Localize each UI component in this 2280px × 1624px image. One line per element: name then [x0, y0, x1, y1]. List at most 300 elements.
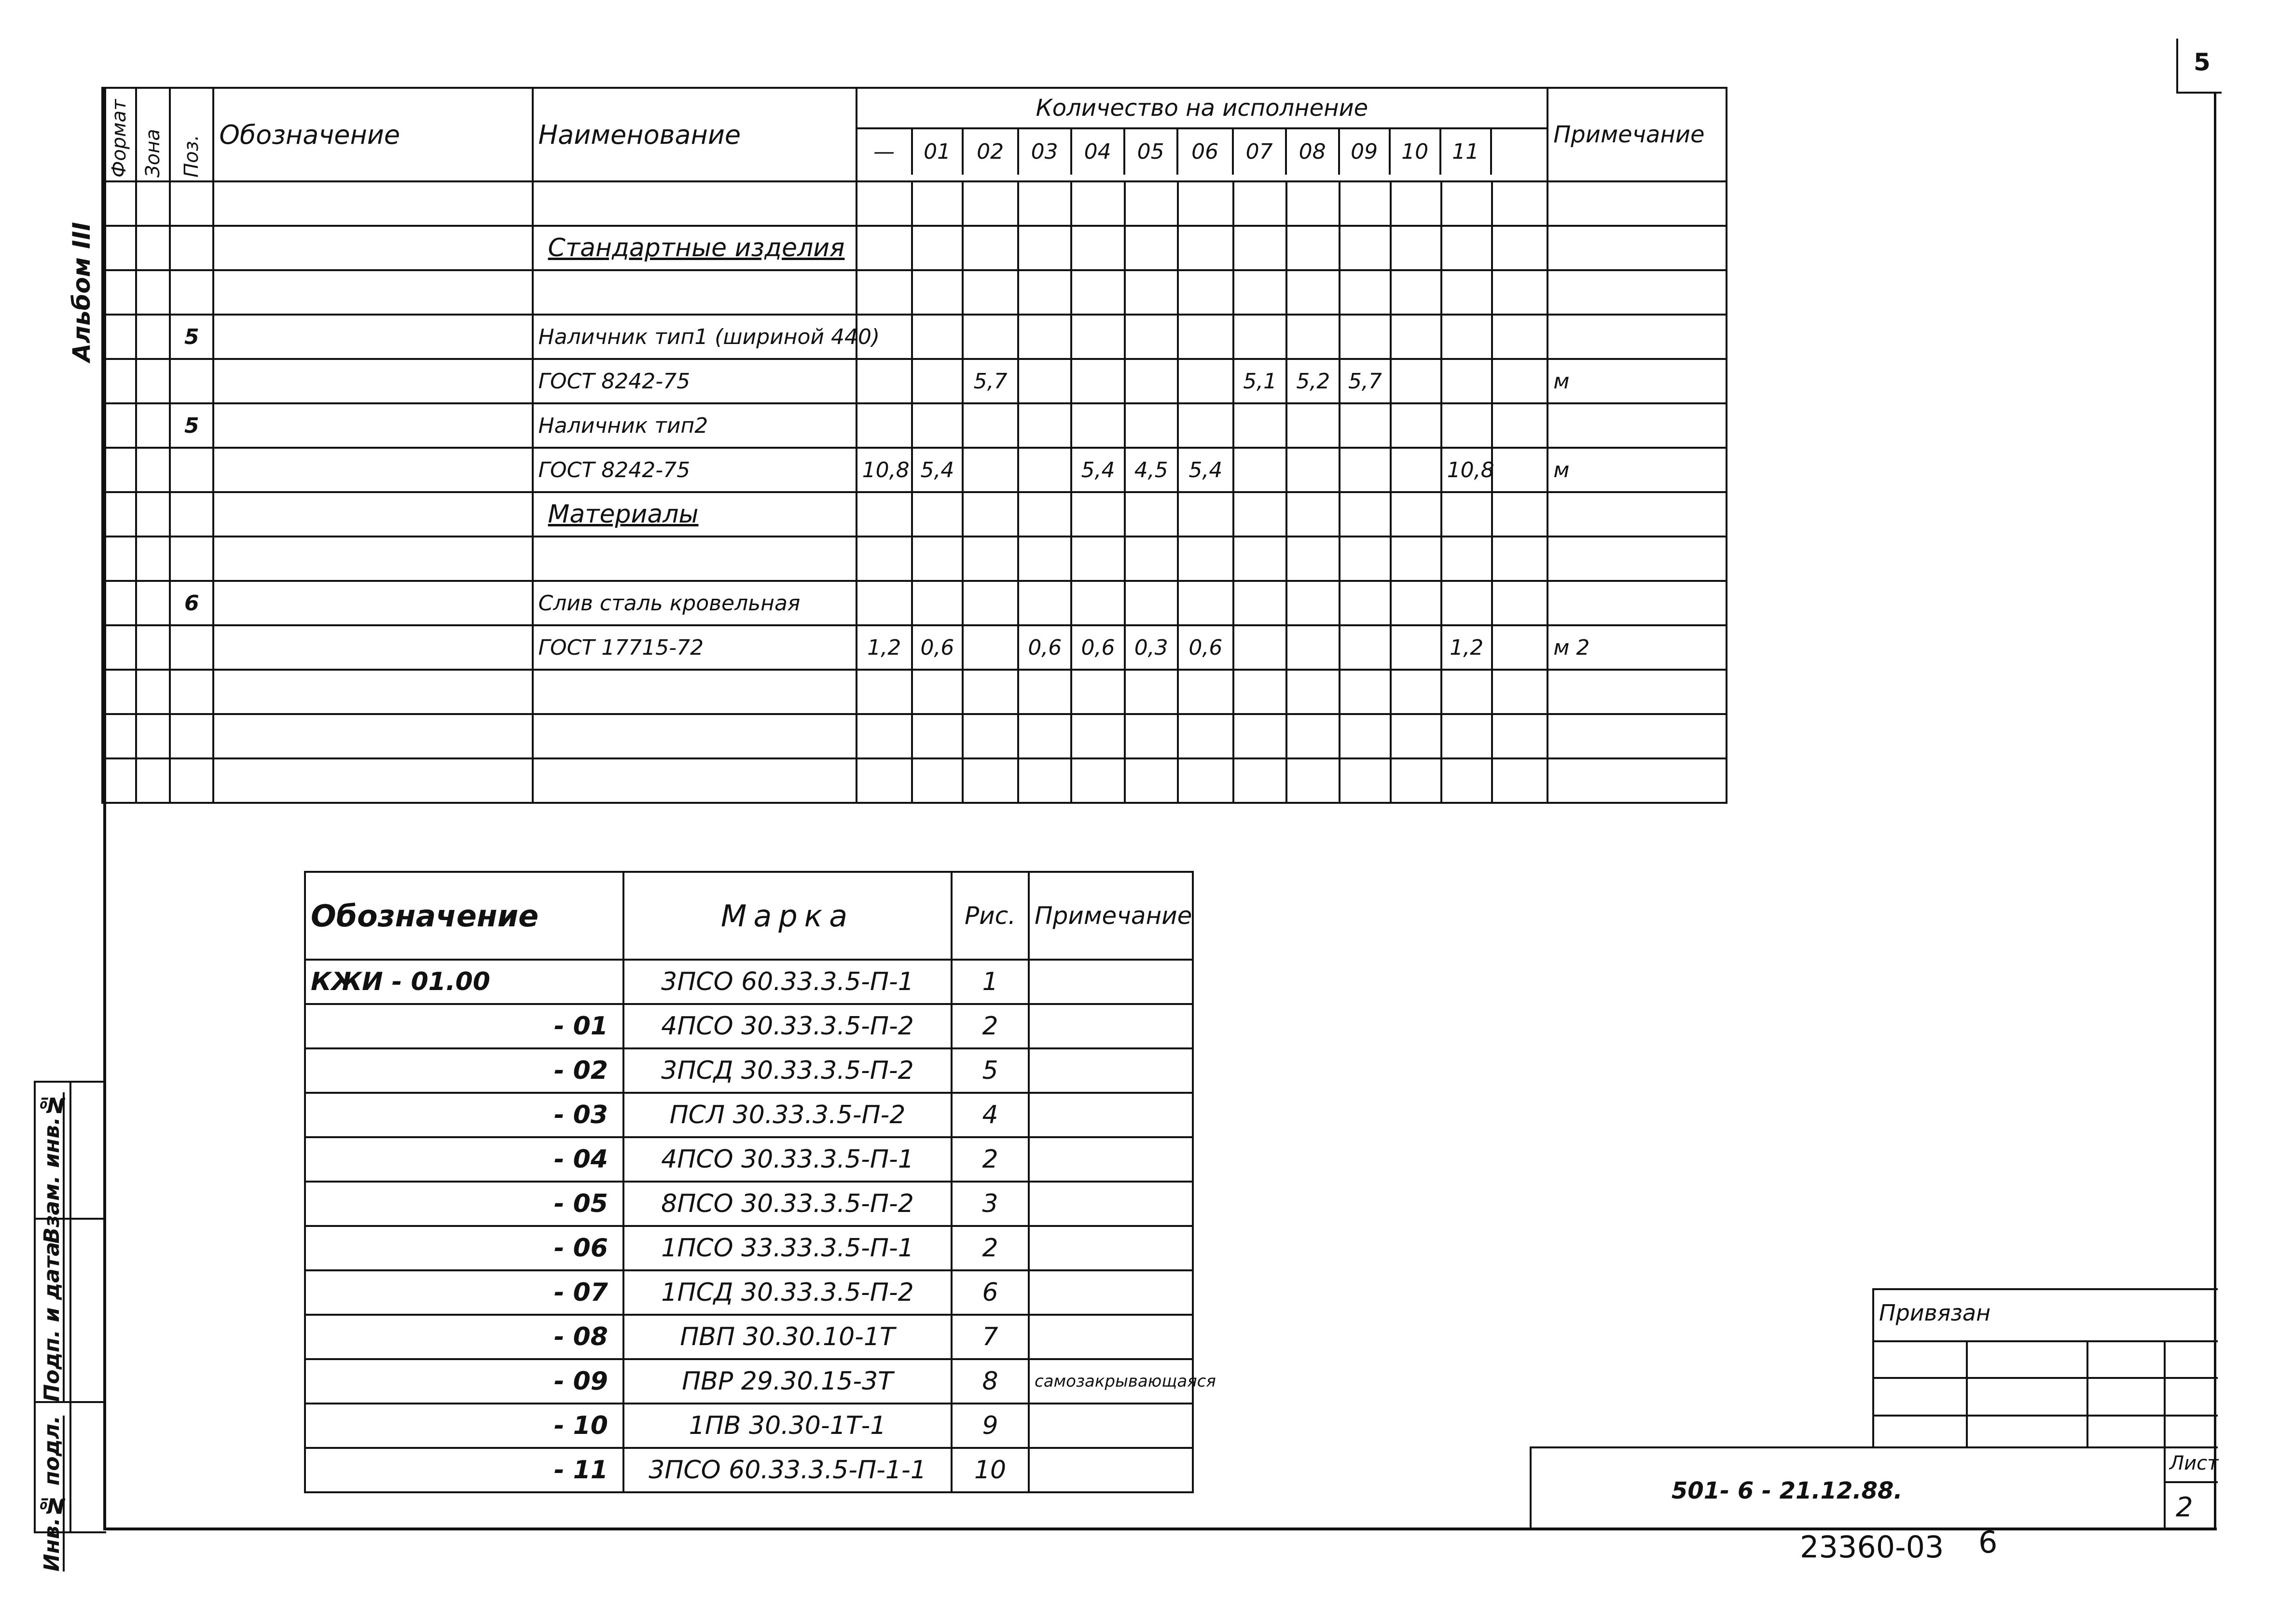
exec-fig-cell: 5	[952, 1048, 1029, 1093]
exec-note-cell	[1029, 1182, 1193, 1226]
exec-mark-cell: 8ПСО 30.33.3.5-П-2	[623, 1182, 952, 1226]
quantity-cell	[1340, 670, 1390, 714]
quantity-cell	[912, 181, 963, 226]
quantity-cell	[1071, 581, 1124, 625]
exec-fig-cell: 2	[952, 1137, 1029, 1182]
quantity-cell	[912, 315, 963, 359]
designation-cell	[213, 270, 532, 315]
quantity-cell	[1178, 581, 1233, 625]
zone-cell	[136, 670, 170, 714]
exec-fig-cell: 6	[952, 1270, 1029, 1315]
quantity-cell: 5,7	[963, 359, 1018, 403]
quantity-cell	[1441, 315, 1492, 359]
pos-cell	[170, 758, 213, 803]
quantity-cell	[1018, 226, 1071, 270]
quantity-cell	[1286, 315, 1340, 359]
quantity-cell	[1441, 492, 1492, 537]
quantity-cell-empty	[1492, 537, 1548, 581]
quantity-cell	[1071, 270, 1124, 315]
quantity-cell	[1391, 714, 1441, 758]
quantity-cell	[1391, 670, 1441, 714]
name-cell: ГОСТ 8242-75	[533, 359, 857, 403]
quantity-cell	[912, 581, 963, 625]
quantity-cell	[1233, 537, 1286, 581]
quantity-cell	[1391, 181, 1441, 226]
quantity-cell	[1071, 359, 1124, 403]
quantity-cell	[1340, 448, 1390, 492]
quantity-cell	[1178, 270, 1233, 315]
quantity-cell-empty	[1492, 181, 1548, 226]
exec-mark-cell: ПВР 29.30.15-3Т	[623, 1359, 952, 1404]
exec-fig-cell: 8	[952, 1359, 1029, 1404]
quantity-cell	[1286, 181, 1340, 226]
exec-note-cell	[1029, 1448, 1193, 1492]
note-cell	[1548, 181, 1727, 226]
archive-number: 23360-03	[1800, 1529, 1944, 1565]
note-cell	[1548, 714, 1727, 758]
quantity-cell	[857, 270, 912, 315]
quantity-cell	[1233, 581, 1286, 625]
zone-cell	[136, 359, 170, 403]
quantity-cell	[1441, 181, 1492, 226]
format-cell	[102, 670, 136, 714]
exec-designation-cell: - 06	[305, 1226, 623, 1270]
quantity-cell-empty	[1492, 315, 1548, 359]
quantity-cell	[912, 492, 963, 537]
spec-row	[102, 270, 1727, 315]
executions-table	[304, 871, 1216, 1493]
spec-row	[102, 670, 1727, 714]
sheet-label: Лист	[2169, 1452, 2219, 1474]
quantity-cell-empty	[1492, 758, 1548, 803]
quantity-cell	[1071, 714, 1124, 758]
col-zone: Зона	[136, 88, 170, 181]
quantity-cell: 0,6	[912, 625, 963, 670]
designation-cell	[213, 181, 532, 226]
quantity-cell: 4,5	[1125, 448, 1178, 492]
exec-row	[305, 1137, 1193, 1182]
format-cell	[102, 492, 136, 537]
quantity-cell	[1178, 403, 1233, 448]
pos-cell	[170, 270, 213, 315]
quantity-cell	[1233, 714, 1286, 758]
quantity-cell: 1,2	[1441, 625, 1492, 670]
name-cell	[533, 670, 857, 714]
title-block-linked	[1872, 1288, 2218, 1448]
exec-row	[305, 1093, 1193, 1137]
exec-designation-cell: - 02	[305, 1048, 623, 1093]
quantity-cell	[1018, 448, 1071, 492]
name-cell: ГОСТ 8242-75	[533, 448, 857, 492]
quantity-cell	[1233, 758, 1286, 803]
quantity-cell	[1441, 758, 1492, 803]
sheet-number: 2	[2176, 1492, 2193, 1523]
spec-row	[102, 315, 1727, 359]
quantity-cell	[1441, 714, 1492, 758]
quantity-cell	[1125, 359, 1178, 403]
variant-header-cell: 08	[1287, 129, 1340, 175]
designation-cell	[213, 581, 532, 625]
spec-row	[102, 714, 1727, 758]
quantity-cell	[963, 315, 1018, 359]
exec-mark-cell: 1ПВ 30.30-1Т-1	[623, 1404, 952, 1448]
exec-designation-cell: - 05	[305, 1182, 623, 1226]
spec-row	[102, 359, 1727, 403]
quantity-cell-empty	[1492, 359, 1548, 403]
quantity-cell: 0,6	[1071, 625, 1124, 670]
quantity-cell	[1125, 537, 1178, 581]
designation-cell	[213, 226, 532, 270]
name-cell	[533, 270, 857, 315]
exec-designation-cell: - 04	[305, 1137, 623, 1182]
exec-fig-cell: 2	[952, 1226, 1029, 1270]
stamp-sign-date: Подп. и дата	[40, 1242, 64, 1402]
exec-mark-cell: 3ПСО 60.33.3.5-П-1-1	[623, 1448, 952, 1492]
quantity-cell	[1233, 226, 1286, 270]
quantity-cell	[1340, 181, 1390, 226]
pos-cell	[170, 226, 213, 270]
note-cell	[1548, 670, 1727, 714]
exec-row	[305, 1270, 1193, 1315]
name-cell: Стандартные изделия	[533, 226, 857, 270]
exec-mark-cell: 3ПСО 60.33.3.5-П-1	[623, 960, 952, 1004]
quantity-cell	[1071, 315, 1124, 359]
quantity-cell	[1018, 670, 1071, 714]
quantity-cell: 10,8	[857, 448, 912, 492]
format-cell	[102, 403, 136, 448]
format-cell	[102, 625, 136, 670]
quantity-cell	[1340, 758, 1390, 803]
pos-cell	[170, 359, 213, 403]
quantity-cell	[1178, 537, 1233, 581]
exec-note-cell	[1029, 1137, 1193, 1182]
pos-cell	[170, 448, 213, 492]
quantity-cell	[963, 226, 1018, 270]
designation-cell	[213, 359, 532, 403]
quantity-cell	[1071, 226, 1124, 270]
quantity-cell	[1125, 670, 1178, 714]
quantity-cell	[1441, 359, 1492, 403]
quantity-cell	[1391, 448, 1441, 492]
col-name: Наименование	[533, 88, 857, 181]
designation-cell	[213, 758, 532, 803]
pos-cell	[170, 625, 213, 670]
quantity-cell	[963, 714, 1018, 758]
quantity-cell	[1233, 625, 1286, 670]
side-stamp	[34, 1081, 106, 1572]
variant-header-cell: 07	[1234, 129, 1287, 175]
format-cell	[102, 181, 136, 226]
quantity-cell	[1178, 181, 1233, 226]
quantity-cell	[1178, 315, 1233, 359]
quantity-cell: 0,6	[1018, 625, 1071, 670]
quantity-cell-empty	[1492, 226, 1548, 270]
note-cell	[1548, 537, 1727, 581]
exec-designation-cell: - 09	[305, 1359, 623, 1404]
quantity-cell	[1441, 270, 1492, 315]
pos-cell: 5	[170, 403, 213, 448]
quantity-cell	[1125, 226, 1178, 270]
exec-row	[305, 1448, 1193, 1492]
pos-cell	[170, 181, 213, 226]
exec-mark-cell: ПСЛ 30.33.3.5-П-2	[623, 1093, 952, 1137]
exec-row	[305, 1182, 1193, 1226]
exec-fig-cell: 4	[952, 1093, 1029, 1137]
quantity-cell	[1391, 537, 1441, 581]
name-cell: ГОСТ 17715-72	[533, 625, 857, 670]
quantity-cell	[1018, 270, 1071, 315]
exec-designation-cell: - 08	[305, 1315, 623, 1359]
quantity-cell	[1233, 181, 1286, 226]
variant-header-cell: 06	[1178, 129, 1234, 175]
pos-cell	[170, 492, 213, 537]
quantity-cell	[1340, 625, 1390, 670]
exec-fig-cell: 2	[952, 1004, 1029, 1048]
quantity-cell: 0,6	[1178, 625, 1233, 670]
note-cell	[1548, 270, 1727, 315]
exec-designation-cell: - 11	[305, 1448, 623, 1492]
note-cell: м	[1548, 448, 1727, 492]
quantity-cell	[1125, 581, 1178, 625]
exec-designation-cell: - 03	[305, 1093, 623, 1137]
quantity-cell	[1286, 403, 1340, 448]
variant-header-cell: 09	[1340, 129, 1391, 175]
spec-row	[102, 625, 1727, 670]
zone-cell	[136, 181, 170, 226]
exec-note-cell	[1029, 1048, 1193, 1093]
quantity-cell	[1233, 492, 1286, 537]
quantity-cell-empty	[1492, 670, 1548, 714]
quantity-cell	[912, 359, 963, 403]
pos-cell: 6	[170, 581, 213, 625]
col-pos: Поз.	[170, 88, 213, 181]
note-cell	[1548, 758, 1727, 803]
quantity-cell	[1391, 226, 1441, 270]
quantity-cell	[963, 448, 1018, 492]
exec-note-cell	[1029, 1226, 1193, 1270]
quantity-cell	[1391, 315, 1441, 359]
variant-header-cell: 04	[1072, 129, 1125, 175]
quantity-cell	[1391, 581, 1441, 625]
quantity-cell-empty	[1492, 270, 1548, 315]
note-cell: м 2	[1548, 625, 1727, 670]
quantity-cell	[1286, 670, 1340, 714]
quantity-cell	[1441, 581, 1492, 625]
quantity-cell	[912, 403, 963, 448]
note-cell	[1548, 492, 1727, 537]
quantity-cell	[963, 270, 1018, 315]
name-cell: Слив сталь кровельная	[533, 581, 857, 625]
quantity-cell	[1018, 315, 1071, 359]
quantity-cell	[1178, 758, 1233, 803]
exec-row	[305, 1226, 1193, 1270]
exec-note-cell	[1029, 1315, 1193, 1359]
designation-cell	[213, 625, 532, 670]
variant-header-cell: —	[857, 129, 913, 175]
zone-cell	[136, 758, 170, 803]
exec-designation-cell: - 10	[305, 1404, 623, 1448]
format-cell	[102, 581, 136, 625]
pos-cell	[170, 714, 213, 758]
format-cell	[102, 537, 136, 581]
quantity-cell	[1340, 492, 1390, 537]
quantity-cell-empty	[1492, 581, 1548, 625]
quantity-cell	[1018, 758, 1071, 803]
exec-row	[305, 960, 1193, 1004]
quantity-cell	[1018, 359, 1071, 403]
quantity-title: Количество на исполнение	[1036, 95, 1368, 122]
variant-header-cell: 01	[913, 129, 964, 175]
quantity-cell	[1178, 226, 1233, 270]
quantity-cell	[1125, 181, 1178, 226]
variant-header-cell: 11	[1441, 129, 1492, 175]
quantity-cell	[1340, 537, 1390, 581]
quantity-cell	[1286, 537, 1340, 581]
name-cell	[533, 714, 857, 758]
quantity-cell	[1178, 670, 1233, 714]
quantity-cell	[1286, 226, 1340, 270]
quantity-cell: 0,3	[1125, 625, 1178, 670]
quantity-cell	[1391, 270, 1441, 315]
album-label: Альбом III	[68, 222, 96, 362]
exec-designation-cell: - 01	[305, 1004, 623, 1048]
quantity-cell	[1340, 403, 1390, 448]
exec-fig-cell: 10	[952, 1448, 1029, 1492]
exec-designation-cell: - 07	[305, 1270, 623, 1315]
exec-note-cell	[1029, 960, 1193, 1004]
quantity-cell	[1286, 581, 1340, 625]
quantity-cell	[1286, 625, 1340, 670]
zone-cell	[136, 403, 170, 448]
quantity-cell	[857, 581, 912, 625]
zone-cell	[136, 714, 170, 758]
note-cell	[1548, 226, 1727, 270]
zone-cell	[136, 581, 170, 625]
quantity-cell	[1125, 315, 1178, 359]
exec-note-cell: самозакрывающаяся	[1029, 1359, 1193, 1404]
quantity-cell	[1340, 581, 1390, 625]
quantity-cell	[1441, 670, 1492, 714]
exec-row	[305, 1359, 1193, 1404]
quantity-cell: 5,2	[1286, 359, 1340, 403]
format-cell	[102, 315, 136, 359]
exec-mark-cell: 4ПСО 30.33.3.5-П-1	[623, 1137, 952, 1182]
exec-row	[305, 1315, 1193, 1359]
quantity-cell	[963, 758, 1018, 803]
name-cell: Наличник тип2	[533, 403, 857, 448]
exec-col-mark: Марка	[623, 872, 952, 960]
spec-row	[102, 581, 1727, 625]
zone-cell	[136, 492, 170, 537]
quantity-cell	[1071, 492, 1124, 537]
exec-fig-cell: 1	[952, 960, 1029, 1004]
note-cell	[1548, 315, 1727, 359]
quantity-cell: 5,4	[912, 448, 963, 492]
quantity-cell	[1391, 758, 1441, 803]
stamp-inv-replace: Взам. инв.№	[40, 1092, 64, 1244]
quantity-cell: 1,2	[857, 625, 912, 670]
exec-fig-cell: 7	[952, 1315, 1029, 1359]
quantity-cell	[857, 359, 912, 403]
quantity-cell	[963, 670, 1018, 714]
quantity-cell	[1340, 226, 1390, 270]
variant-header-cell: 05	[1125, 129, 1178, 175]
format-cell	[102, 359, 136, 403]
spec-row	[102, 758, 1727, 803]
quantity-cell	[912, 758, 963, 803]
quantity-cell	[857, 537, 912, 581]
exec-col-fig: Рис.	[952, 872, 1029, 960]
quantity-cell: 10,8	[1441, 448, 1492, 492]
quantity-cell	[857, 758, 912, 803]
quantity-cell	[1125, 270, 1178, 315]
designation-cell	[213, 670, 532, 714]
exec-note-cell	[1029, 1270, 1193, 1315]
quantity-cell	[1178, 492, 1233, 537]
zone-cell	[136, 226, 170, 270]
exec-mark-cell: 1ПСД 30.33.3.5-П-2	[623, 1270, 952, 1315]
quantity-cell	[1233, 270, 1286, 315]
exec-col-note: Примечание	[1029, 872, 1193, 960]
exec-row	[305, 1404, 1193, 1448]
quantity-cell	[1018, 537, 1071, 581]
quantity-cell	[963, 581, 1018, 625]
pos-cell	[170, 537, 213, 581]
quantity-cell	[912, 537, 963, 581]
variant-header-cell: 02	[964, 129, 1019, 175]
quantity-cell	[1286, 448, 1340, 492]
zone-cell	[136, 315, 170, 359]
spec-row	[102, 403, 1727, 448]
exec-mark-cell: 3ПСД 30.33.3.5-П-2	[623, 1048, 952, 1093]
name-cell: Наличник тип1 (шириной 440)	[533, 315, 857, 359]
spec-header-row	[102, 88, 1727, 181]
col-designation: Обозначение	[213, 88, 532, 181]
quantity-cell	[1018, 492, 1071, 537]
stamp-inv-orig: Инв.№ подл.	[40, 1416, 64, 1572]
quantity-cell-empty	[1492, 625, 1548, 670]
page-number-box	[2176, 39, 2222, 94]
quantity-cell	[1340, 315, 1390, 359]
designation-cell	[213, 714, 532, 758]
quantity-cell	[1340, 714, 1390, 758]
name-cell	[533, 758, 857, 803]
quantity-cell	[1018, 581, 1071, 625]
note-cell	[1548, 403, 1727, 448]
quantity-cell	[963, 492, 1018, 537]
quantity-cell	[1071, 758, 1124, 803]
archive-suffix: 6	[1978, 1525, 1998, 1560]
quantity-cell	[912, 714, 963, 758]
quantity-cell	[1233, 315, 1286, 359]
quantity-cell-empty	[1492, 403, 1548, 448]
exec-note-cell	[1029, 1004, 1193, 1048]
quantity-cell: 5,4	[1178, 448, 1233, 492]
quantity-cell: 5,1	[1233, 359, 1286, 403]
exec-header-row	[305, 872, 1193, 960]
quantity-cell	[1233, 670, 1286, 714]
quantity-cell	[857, 181, 912, 226]
quantity-cell	[912, 270, 963, 315]
zone-cell	[136, 625, 170, 670]
designation-cell	[213, 448, 532, 492]
quantity-cell	[912, 670, 963, 714]
col-note: Примечание	[1548, 88, 1727, 181]
specification-table	[101, 87, 1727, 804]
exec-row	[305, 1048, 1193, 1093]
document-code: 501- 6 - 21.12.88.	[1672, 1477, 1903, 1504]
exec-row	[305, 1004, 1193, 1048]
